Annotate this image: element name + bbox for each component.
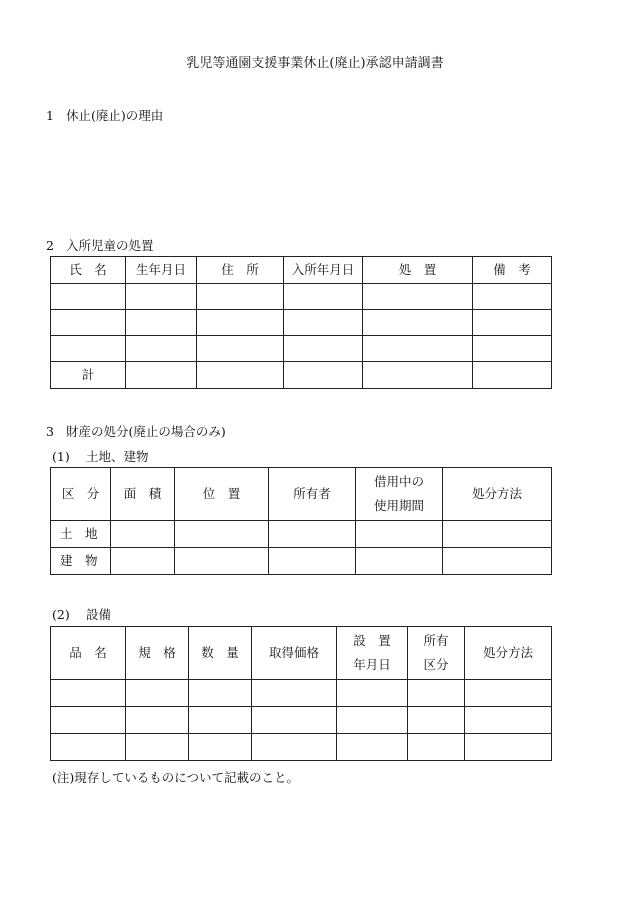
table-cell[interactable] [51,336,126,362]
header-disposal-method: 処分方法 [465,627,552,680]
section-3-label: 財産の処分(廃止の場合のみ) [66,424,226,439]
land-building-table [50,467,552,575]
table-cell[interactable] [284,336,363,362]
row-label-land: 土 地 [51,521,111,548]
table-cell[interactable] [408,734,465,761]
section-3-heading [46,422,226,440]
table-row [51,310,552,336]
table-row [51,284,552,310]
total-label: 計 [51,362,126,389]
table-cell[interactable] [175,548,269,575]
header-location: 位 置 [175,468,269,521]
table-cell[interactable] [443,521,552,548]
table-cell[interactable] [408,707,465,734]
table-header-row [51,468,552,521]
table-cell[interactable] [443,548,552,575]
table-cell[interactable] [473,362,552,389]
subsection-1-label: 土地、建物 [86,449,149,464]
table-cell[interactable] [269,548,356,575]
header-remarks: 備 考 [473,257,552,284]
subsection-2-heading [52,605,111,623]
header-spec: 規 格 [126,627,189,680]
subsection-1-number: (1) [52,449,70,464]
subsection-2-label: 設備 [86,607,112,622]
table-cell[interactable] [126,310,197,336]
table-cell[interactable] [473,336,552,362]
table-cell[interactable] [363,336,473,362]
header-installation-line2: 年月日 [353,657,391,672]
footnote: (注)現存しているものについて記載のこと。 [52,770,300,785]
header-ownership-line2: 区分 [423,657,449,672]
table-cell[interactable] [197,336,284,362]
table-cell[interactable] [51,707,126,734]
header-disposition: 処 置 [363,257,473,284]
table-row [51,336,552,362]
table-header-row [51,627,552,680]
table-cell[interactable] [51,680,126,707]
section-1-label: 休止(廃止)の理由 [66,108,164,123]
table-cell[interactable] [465,707,552,734]
header-installation-date [337,627,408,680]
table-cell[interactable] [189,734,252,761]
table-row [51,680,552,707]
children-disposition-table [50,256,552,389]
table-row [51,707,552,734]
table-row [51,548,552,575]
section-3-number: 3 [46,424,54,439]
subsection-2-number: (2) [52,607,70,622]
table-cell[interactable] [189,680,252,707]
header-item-name: 品 名 [51,627,126,680]
table-cell[interactable] [356,521,443,548]
row-label-building: 建 物 [51,548,111,575]
table-cell[interactable] [197,284,284,310]
table-cell[interactable] [473,284,552,310]
table-cell[interactable] [252,707,337,734]
header-disposal-method: 処分方法 [443,468,552,521]
table-cell[interactable] [473,310,552,336]
section-2-label: 入所児童の処置 [66,238,154,253]
header-ownership-category [408,627,465,680]
table-row [51,734,552,761]
table-cell[interactable] [252,734,337,761]
table-cell[interactable] [126,336,197,362]
table-cell[interactable] [126,734,189,761]
table-cell[interactable] [197,362,284,389]
table-cell[interactable] [126,284,197,310]
table-row [51,521,552,548]
table-cell[interactable] [363,284,473,310]
document-title: 乳児等通園支援事業休止(廃止)承認申請調書 [186,56,444,71]
table-cell[interactable] [252,680,337,707]
section-2-heading [46,236,154,254]
table-cell[interactable] [269,521,356,548]
section-1-heading [46,106,163,124]
table-cell[interactable] [337,680,408,707]
table-cell[interactable] [284,362,363,389]
table-cell[interactable] [175,521,269,548]
table-cell[interactable] [197,310,284,336]
table-cell[interactable] [126,362,197,389]
table-cell[interactable] [337,734,408,761]
header-name: 氏 名 [51,257,126,284]
table-header-row [51,257,552,284]
table-cell[interactable] [51,734,126,761]
table-cell[interactable] [111,521,175,548]
header-acquisition-price: 取得価格 [252,627,337,680]
header-lease-period [356,468,443,521]
table-cell[interactable] [465,734,552,761]
table-cell[interactable] [51,310,126,336]
table-cell[interactable] [284,310,363,336]
table-cell[interactable] [126,707,189,734]
table-cell[interactable] [284,284,363,310]
section-1-number: 1 [46,108,54,123]
table-cell[interactable] [111,548,175,575]
table-cell[interactable] [51,284,126,310]
table-cell[interactable] [363,362,473,389]
table-cell[interactable] [189,707,252,734]
table-cell[interactable] [363,310,473,336]
table-cell[interactable] [126,680,189,707]
table-cell[interactable] [408,680,465,707]
header-installation-line1: 設 置 [353,633,391,649]
header-lease-line1: 借用中の [373,474,424,490]
header-quantity: 数 量 [189,627,252,680]
table-cell[interactable] [465,680,552,707]
header-lease-line2: 使用期間 [373,498,424,513]
table-cell[interactable] [337,707,408,734]
table-cell[interactable] [356,548,443,575]
section-2-number: 2 [46,238,54,253]
equipment-table [50,626,552,761]
header-category: 区 分 [51,468,111,521]
subsection-1-heading [52,447,149,465]
header-birthdate: 生年月日 [126,257,197,284]
header-address: 住 所 [197,257,284,284]
header-owner: 所有者 [269,468,356,521]
header-area: 面 積 [111,468,175,521]
header-admission-date: 入所年月日 [284,257,363,284]
total-row [51,362,552,389]
header-ownership-line1: 所有 [423,633,449,649]
